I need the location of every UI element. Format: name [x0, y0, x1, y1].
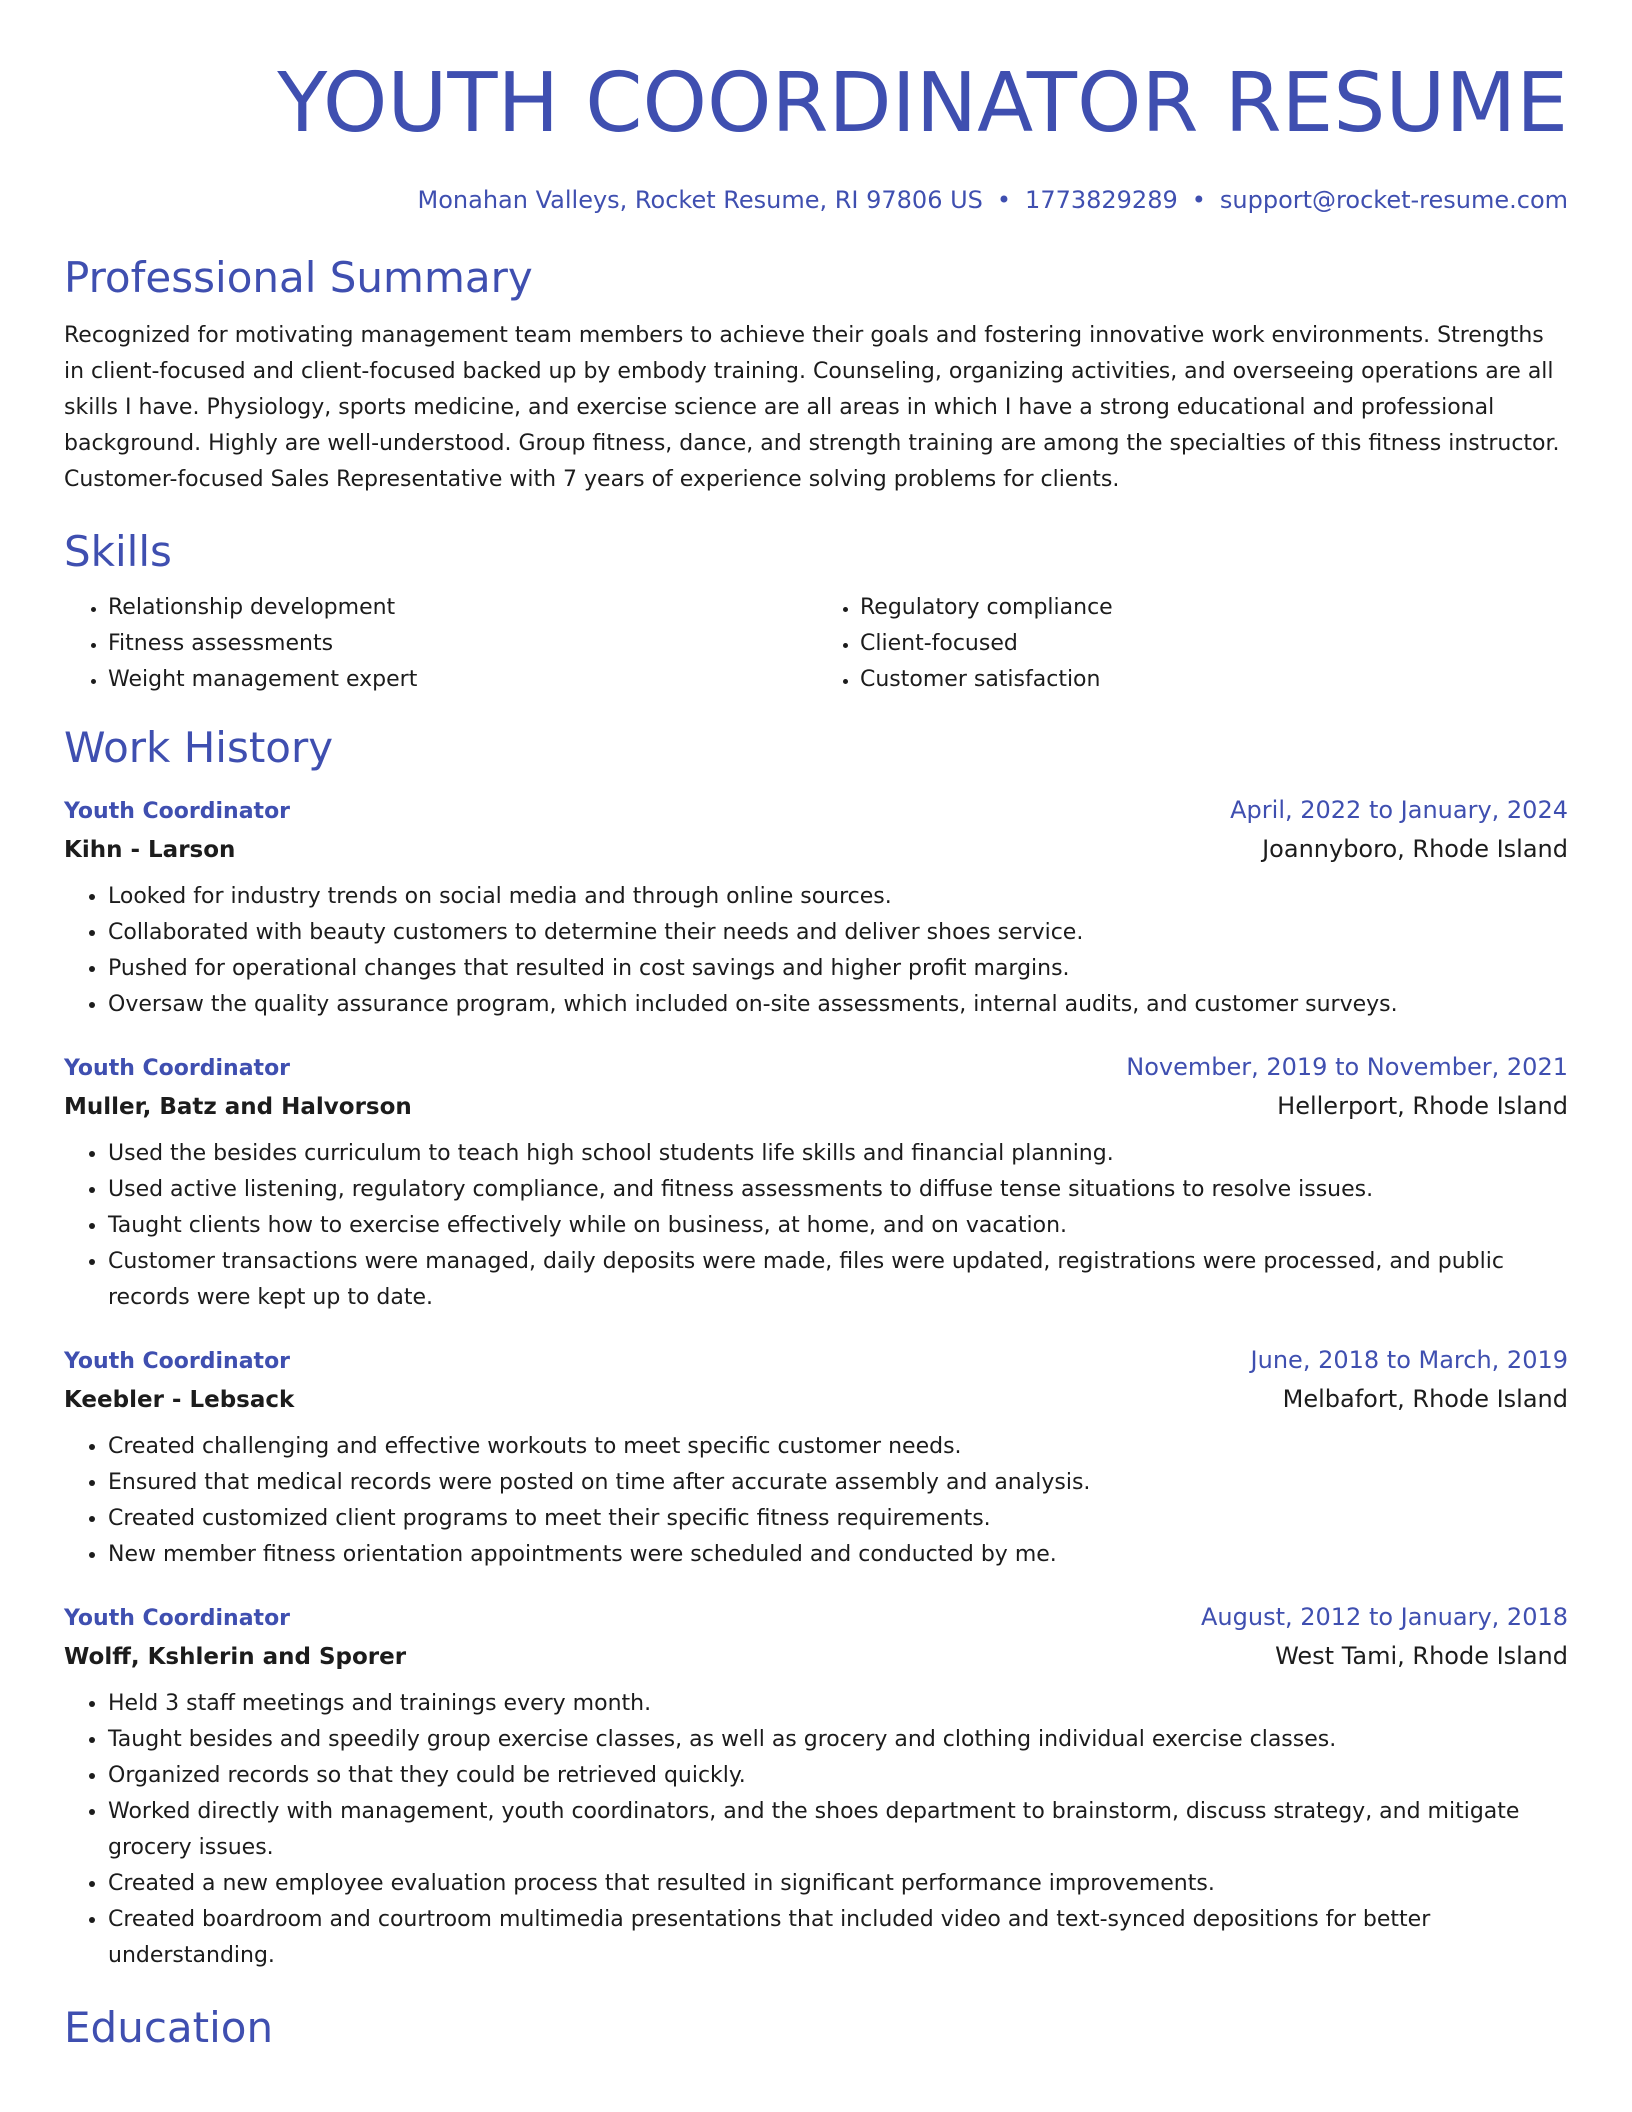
skills-section — [64, 526, 1568, 698]
contact-phone: 1773829289 — [1025, 186, 1178, 214]
job-company-row — [64, 830, 1568, 869]
skill-item: • Client-focused — [860, 626, 1568, 662]
job-title-row — [64, 1599, 1568, 1637]
job-bullet: • Customer transactions were managed, daily deposits were made, files were updated, registrations were processed, and public records were kept up to date. — [108, 1244, 1568, 1316]
job-entry — [64, 1049, 1568, 1316]
job-bullets — [64, 1686, 1568, 1974]
job-dates: November, 2019 to November, 2021 — [1126, 1053, 1568, 1081]
job-bullet: • Created customized client programs to meet their specific fitness requirements. — [108, 1501, 1568, 1537]
job-title: Youth Coordinator — [64, 1606, 291, 1631]
job-bullet: • Created boardroom and courtroom multimedia presentations that included video and text-synced depositions for better understanding. — [108, 1902, 1568, 1974]
job-dates: April, 2022 to January, 2024 — [1230, 796, 1568, 824]
job-bullet: • Worked directly with management, youth coordinators, and the shoes department to brainstorm, discuss strategy, and mitigate grocery issues. — [108, 1794, 1568, 1866]
job-bullets — [64, 1429, 1568, 1573]
job-bullet: • Ensured that medical records were posted on time after accurate assembly and analysis. — [108, 1465, 1568, 1501]
job-company: Kihn - Larson — [64, 837, 236, 863]
skill-item: • Customer satisfaction — [860, 662, 1568, 698]
summary-heading: Professional Summary — [64, 253, 533, 302]
summary-section — [64, 252, 1568, 498]
job-entry — [64, 792, 1568, 1023]
job-company: Muller, Batz and Halvorson — [64, 1094, 412, 1120]
job-bullets — [64, 879, 1568, 1023]
job-bullet: • Organized records so that they could be retrieved quickly. — [108, 1758, 1568, 1794]
job-bullet: • Oversaw the quality assurance program, which included on-site assessments, internal audits, and customer surveys. — [108, 987, 1568, 1023]
job-title-row — [64, 792, 1568, 830]
education-section — [64, 2002, 1568, 2054]
job-title-row — [64, 1342, 1568, 1380]
skill-item: • Weight management expert — [108, 662, 816, 698]
job-company: Wolff, Kshlerin and Sporer — [64, 1644, 407, 1670]
job-dates: August, 2012 to January, 2018 — [1201, 1603, 1568, 1631]
contact-line — [64, 184, 1568, 216]
job-title: Youth Coordinator — [64, 1056, 291, 1081]
job-company-row — [64, 1087, 1568, 1126]
skills-list-left — [64, 590, 816, 698]
job-title-row — [64, 1049, 1568, 1087]
job-bullet: • New member fitness orientation appointments were scheduled and conducted by me. — [108, 1537, 1568, 1573]
work-history-heading: Work History — [64, 723, 334, 772]
job-bullet: • Taught clients how to exercise effectively while on business, at home, and on vacation. — [108, 1208, 1568, 1244]
job-bullet: • Held 3 staff meetings and trainings every month. — [108, 1686, 1568, 1722]
job-company-row — [64, 1380, 1568, 1419]
resume-title: YOUTH COORDINATOR RESUME — [277, 56, 1568, 151]
job-entry — [64, 1599, 1568, 1974]
job-location: Joannyboro, Rhode Island — [1262, 835, 1568, 863]
contact-separator: • — [1191, 186, 1206, 214]
education-heading: Education — [64, 2003, 274, 2052]
job-bullet: • Pushed for operational changes that resulted in cost savings and higher profit margins. — [108, 951, 1568, 987]
contact-separator: • — [996, 186, 1012, 214]
contact-address: Monahan Valleys, Rocket Resume, RI 97806 US — [417, 186, 983, 214]
skills-heading: Skills — [64, 527, 172, 576]
job-entry — [64, 1342, 1568, 1573]
job-company: Keebler - Lebsack — [64, 1387, 295, 1413]
summary-text: Recognized for motivating management team members to achieve their goals and fostering innovative work environments. Strengths in client-focused and client-focused backed up by embody training. Counseling, organizing activities, and overseeing operations are all skills I have. Physiology, sports medicine, and exercise science are all areas in which I have a strong educational and professional background. Highly are well-understood. Group fitness, dance, and strength training are among the specialties of this fitness instructor. Customer-focused Sales Representative with 7 years of experience solving problems for clients. — [64, 323, 1560, 492]
skills-columns — [64, 590, 1568, 698]
job-bullet: • Created a new employee evaluation process that resulted in significant performance improvements. — [108, 1866, 1568, 1902]
job-title: Youth Coordinator — [64, 799, 291, 824]
job-bullet: • Taught besides and speedily group exercise classes, as well as grocery and clothing individual exercise classes. — [108, 1722, 1568, 1758]
skills-list-right — [816, 590, 1568, 698]
job-dates: June, 2018 to March, 2019 — [1250, 1346, 1568, 1374]
job-title: Youth Coordinator — [64, 1349, 291, 1374]
job-bullet: • Used the besides curriculum to teach high school students life skills and financial planning. — [108, 1136, 1568, 1172]
skill-item: • Regulatory compliance — [860, 590, 1568, 626]
resume-header — [64, 0, 1568, 216]
job-bullet: • Used active listening, regulatory compliance, and fitness assessments to diffuse tense situations to resolve issues. — [108, 1172, 1568, 1208]
job-bullet: • Collaborated with beauty customers to determine their needs and deliver shoes service. — [108, 915, 1568, 951]
skill-item: • Relationship development — [108, 590, 816, 626]
work-history-section — [64, 722, 1568, 1974]
skill-item: • Fitness assessments — [108, 626, 816, 662]
job-bullets — [64, 1136, 1568, 1316]
job-location: West Tami, Rhode Island — [1275, 1642, 1568, 1670]
contact-email[interactable]: support@rocket-resume.com — [1219, 186, 1568, 214]
job-company-row — [64, 1637, 1568, 1676]
job-bullet: • Looked for industry trends on social media and through online sources. — [108, 879, 1568, 915]
job-location: Hellerport, Rhode Island — [1277, 1092, 1568, 1120]
job-bullet: • Created challenging and effective workouts to meet specific customer needs. — [108, 1429, 1568, 1465]
job-location: Melbafort, Rhode Island — [1282, 1385, 1568, 1413]
